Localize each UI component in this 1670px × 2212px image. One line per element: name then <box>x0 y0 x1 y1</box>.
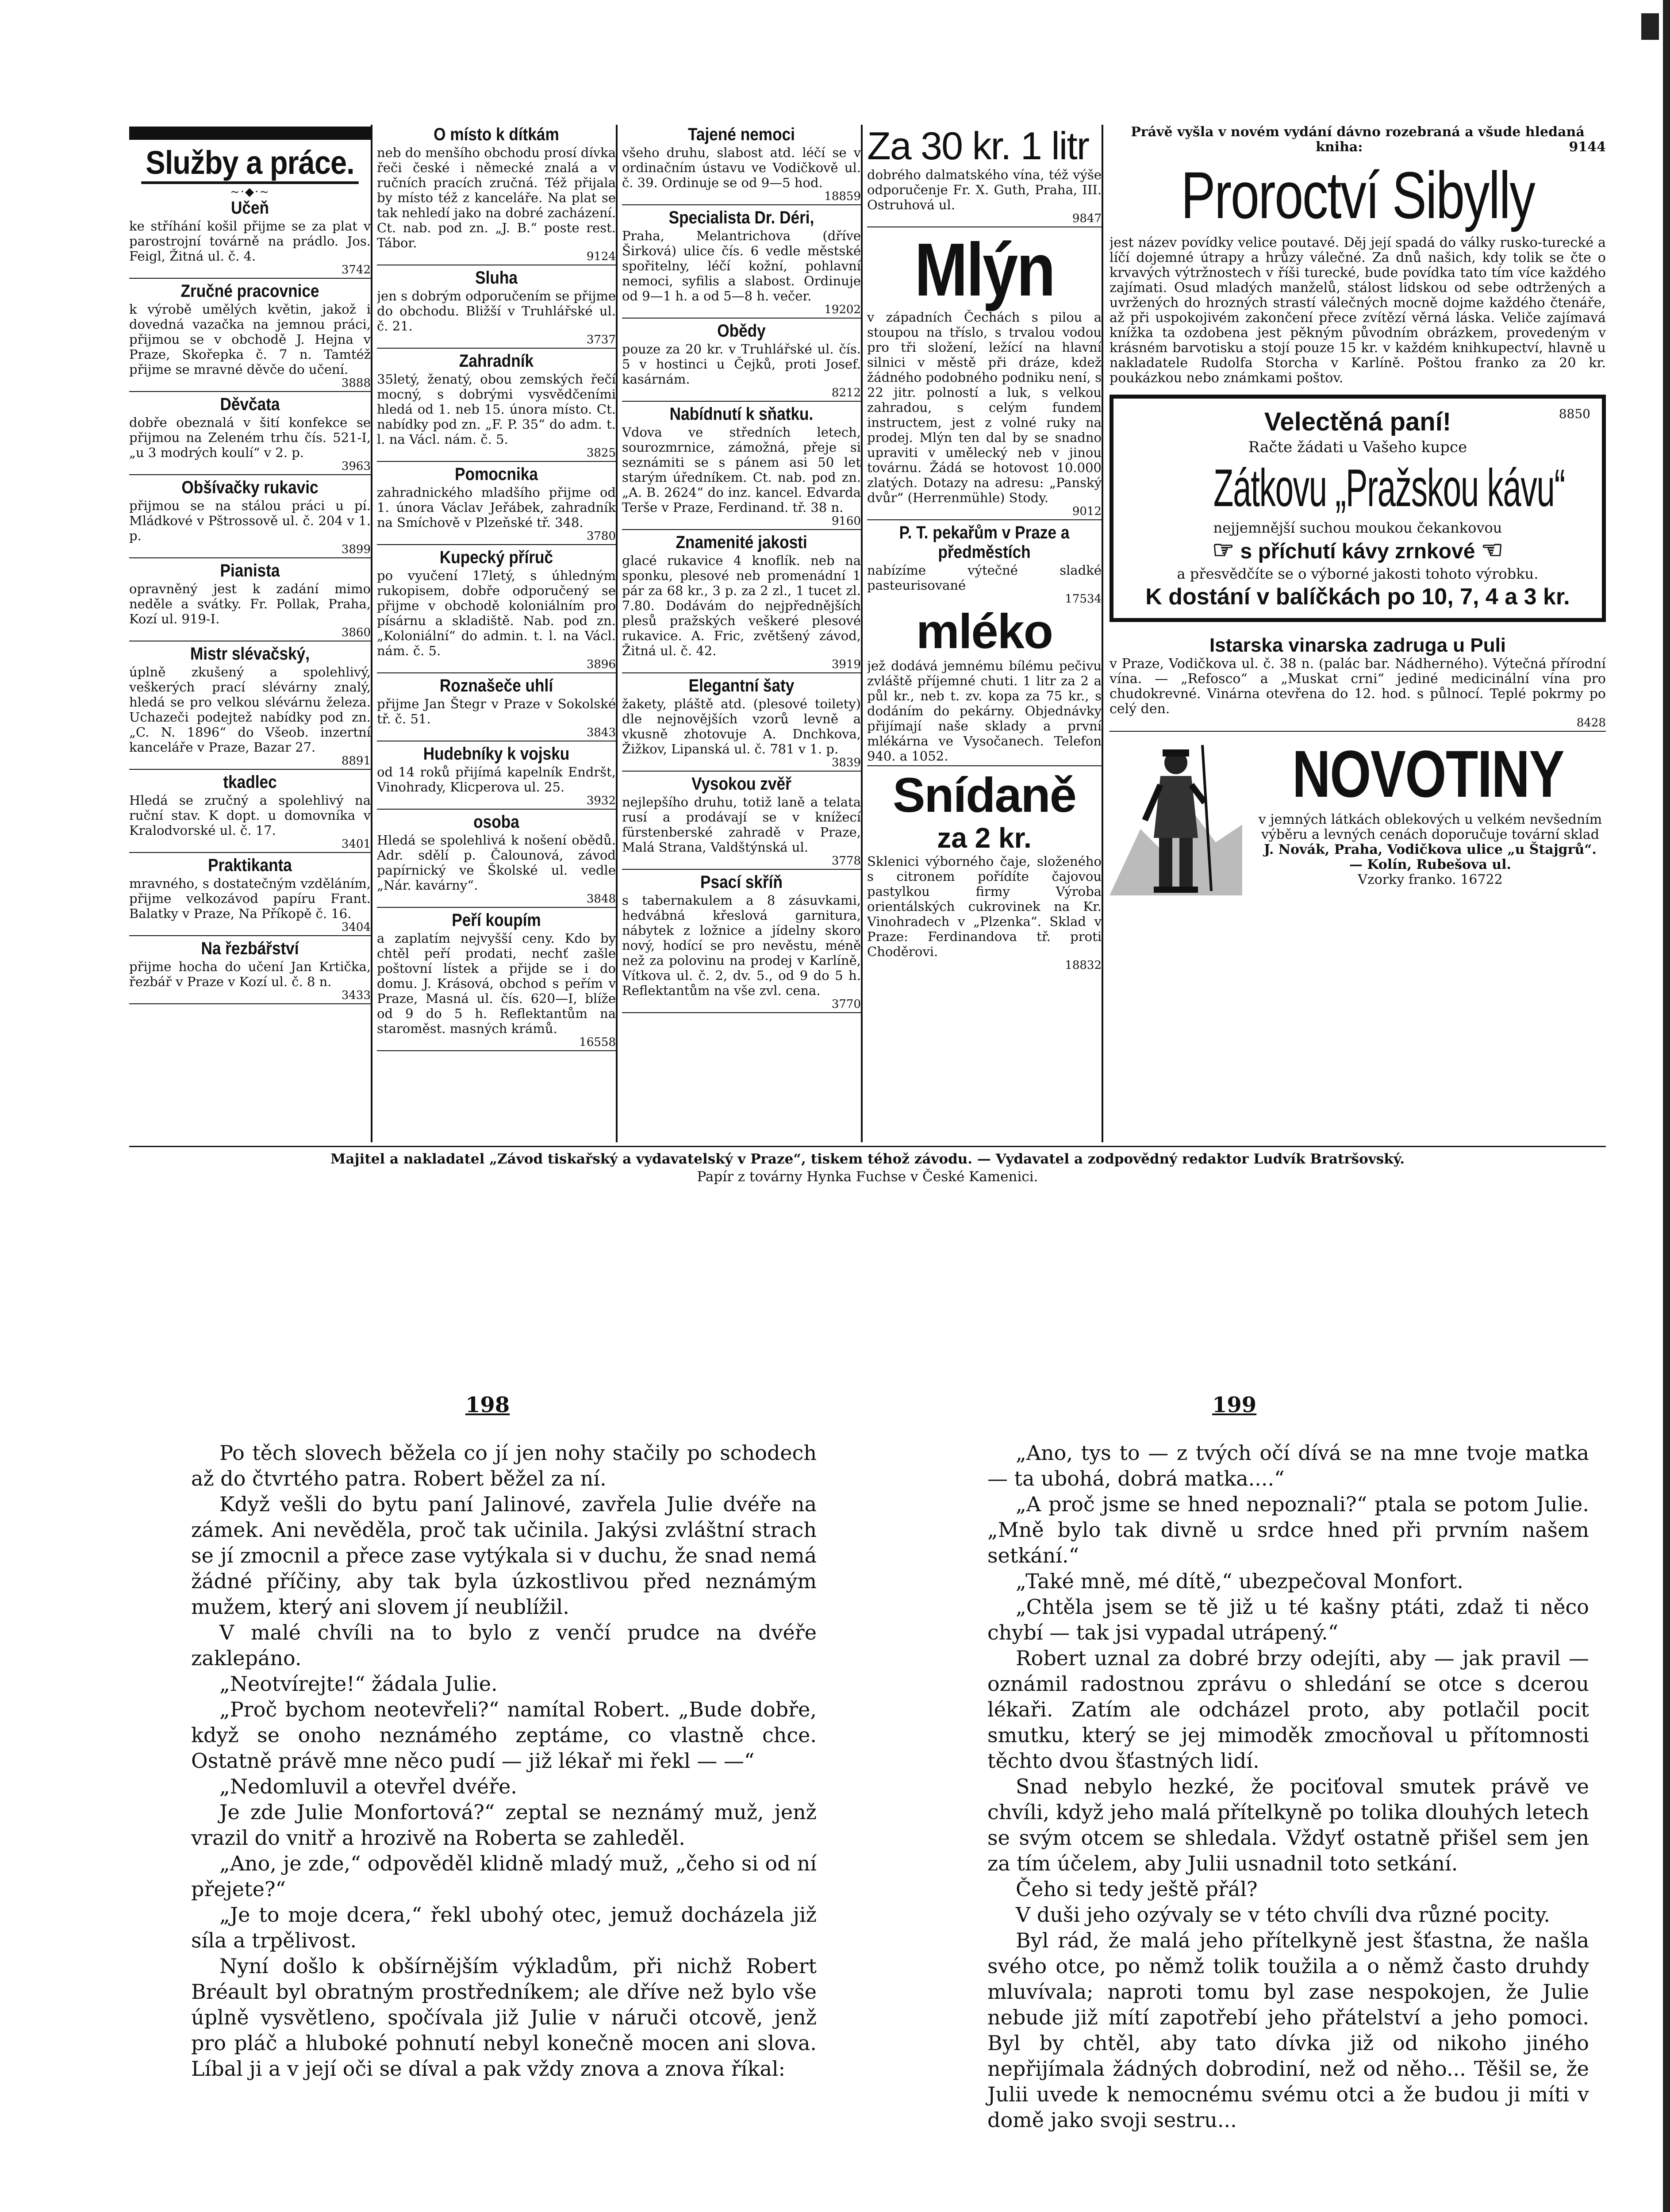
book-paragraph: V duši jeho ozývaly se v této chvíli dva různé pocity. <box>1016 1903 1551 1927</box>
novelties-text-3: Vzorky franko. <box>1358 872 1456 887</box>
ad-number: 3899 <box>341 543 371 556</box>
ad-text: Hledá se zručný a spolehlivý na ruční stav. K dopt. u domovníka v Kralodvorské ul. č. 17. <box>129 793 371 838</box>
classified-ad <box>377 351 616 462</box>
ad-list <box>622 125 861 1013</box>
ad-number: 8891 <box>341 754 371 768</box>
ad-title: Obšívačky rukavic <box>181 478 319 497</box>
milk-text: jež dodává jemnému bílému pečivu zvláště příjemné chuti. 1 litr za 2 a půl kr., neb t. zv. kopa za 75 kr., s dodáním do pekárny. Objednávky přijímají naše sklady a první mlékárna ve Vysočanech. Telefon 940. a 1052. <box>867 658 1102 764</box>
classified-ad <box>622 533 861 673</box>
book-intro-number: 9144 <box>1569 139 1606 155</box>
ad-number: 18859 <box>824 190 861 203</box>
novelties-title: NOVOTINY <box>1292 737 1564 811</box>
book-intro-text: Právě vyšla v novém vydání dávno rozebraná a všude hledaná kniha: <box>1131 125 1585 155</box>
ad-text: zahradnického mladšího přijme od 1. února Václav Jeřábek, zahradník na Smíchově v Plzeňské tř. 348. <box>377 485 616 530</box>
ad-column-3 <box>622 125 863 1142</box>
scan-edge <box>1663 0 1670 2212</box>
section-title: Služby a práce. <box>141 144 358 184</box>
classified-ad <box>377 268 616 349</box>
wine-heading: Za 30 kr. 1 litr <box>867 125 1089 168</box>
classified-ad <box>129 772 371 853</box>
novelties-text-2: J. Novák, Praha, Vodičkova ulice „u Štajgrů“. — Kolín, Rubešova ul. <box>1264 842 1597 872</box>
mill-number: 9012 <box>1072 505 1102 518</box>
pointing-hand-right-icon: ☞ <box>1212 536 1235 564</box>
coffee-ad-box <box>1109 395 1606 622</box>
ad-column-4 <box>867 125 1103 1142</box>
coffee-line-3: a přesvědčíte se o výborné jakosti tohoto výrobku. <box>1177 565 1539 582</box>
coffee-ad-subtitle: Račte žádati u Vašeho kupce <box>1248 438 1467 456</box>
classified-ad <box>622 872 861 1013</box>
ad-text: všeho druhu, slabost atd. léčí se v ordinačním ústavu ve Vodičkově ul. č. 39. Ordinuje se od 9—5 hod. <box>622 145 861 190</box>
ad-number: 3778 <box>831 854 861 868</box>
ad-number: 3825 <box>586 446 616 460</box>
ad-title: Učeň <box>230 198 269 218</box>
wine-cooperative-text: v Praze, Vodičkova ul. č. 38 n. (palác bar. Nádherného). Výtečná přírodní vína. — „Refosco“ a „Muskat crni“ jediné medicinální vína pro chudokrevné. Vinárna otevřena do 12. hod. s půlnocí. Teplé pokrmy po celý den. <box>1109 656 1606 717</box>
ad-number: 3433 <box>341 989 371 1002</box>
bakers-number: 17534 <box>1065 592 1102 606</box>
ad-number: 3770 <box>831 998 861 1011</box>
scan-mark <box>1641 13 1659 40</box>
coffee-ad-title: Velectěná paní! <box>1264 407 1451 436</box>
novelties-number: 16722 <box>1460 872 1503 887</box>
novelties-text-1: v jemných látkách oblekových u velkém nevšedním výběru a levných cenách doporučuje tovární sklad <box>1258 812 1602 842</box>
ad-text: od 14 roků přijímá kapelník Endršt, Vinohrady, Klicperova ul. 25. <box>377 764 616 795</box>
ad-title: Specialista Dr. Déri, <box>668 208 814 227</box>
ad-text: žakety, pláště atd. (plesové toilety) dle nejnovějších vzorů levně a vkusně zhotovuje A. Dnchkova, Žižkov, Lipanská ul. č. 781 v 1. p. <box>622 696 861 757</box>
ad-mill <box>867 230 1102 520</box>
ad-title: Obědy <box>717 321 766 341</box>
book-paragraph: Po těch slovech běžela co jí jen nohy stačily po schodech až do čtvrtého patra. Robert běžel za ní. <box>191 1441 817 1490</box>
ad-text: dobře obeznalá v šití konfekce se přijmou na Zeleném trhu čís. 521-I, „u 3 modrých koulí“ v 2. p. <box>129 415 371 460</box>
book-paragraph: „Ano, je zde,“ odpověděl klidně mladý muž, „čeho si od ní přejete?“ <box>191 1851 817 1901</box>
advertisement-page <box>129 125 1606 1146</box>
classified-ad <box>622 321 861 402</box>
ad-text: po vyučení 17letý, s úhledným rukopisem, dobře odporučený se přijme v obchodě koloniálním pro písárnu a skladiště. Nab. pod zn. „Koloniální“ do admin. t. l. na Václ. nám. č. 5. <box>377 568 616 658</box>
book-paragraph: „Je to moje dcera,“ řekl ubohý otec, jemuž docházela již síla a trpělivost. <box>191 1903 817 1952</box>
coffee-brand: Zátkovu „Pražskou kávu“ <box>1213 458 1565 518</box>
classified-ad <box>377 125 616 265</box>
ad-number: 3737 <box>586 333 616 346</box>
ad-text: glacé rukavice 4 knoflík. neb na sponku, plesové neb promenádní 1 pár za 68 kr., 3 p. za 2 zl., 1 tucet zl. 7.80. Dodávám do nejpřednějších plesů pražských veškeré plesové rukavice. A. Fric, zvětšený závod, Žitná ul. č. 42. <box>622 553 861 658</box>
ad-breakfast <box>867 769 1102 973</box>
ad-number: 19202 <box>824 303 861 316</box>
ad-text: úplně zkušený a spolehlivý, veškerých prací slévárny znalý, hledá se pro velkou slévárnu železa. Uchazeči podejtež nabídky pod zn. „C. N. 1896“ do Všeob. inzertní kanceláře v Praze, Bazar 27. <box>129 664 371 755</box>
pointing-hand-left-icon: ☜ <box>1481 536 1503 564</box>
ad-number: 8212 <box>831 386 861 399</box>
classified-ad <box>622 774 861 870</box>
ad-title: Tajené nemoci <box>688 125 795 144</box>
ad-number: 3839 <box>831 756 861 769</box>
ad-title: Mistr slévačský, <box>190 644 310 664</box>
book-paragraph: Čeho si tedy ještě přál? <box>1016 1877 1258 1901</box>
ad-text: neb do menšího obchodu prosí dívka řeči české i německé znalá a v ručních pracích zručná. Též přijala by místo též z kanceláře. Na plat se tak nehledí jako na dobré zacházení. Ct. nab. pod zn. „J. B.“ poste rest. Tábor. <box>377 145 616 250</box>
book-description: jest název povídky velice poutavé. Děj její spadá do války rusko-turecké a líčí dojemné útrapy a hrůzy válečné. Za dnů našich, kdy tolik se čte o krvavých výtržnostech v říši turecké, bude povídka tato tím více každého zajímati. Osud mladých manželů, stálost lidskou od sebe odtržených a uvržených do hrozných strastí válečných mocně dojme každého čtenáře, až při uspokojivém zakončení přece zvítězí věrná láska. Veliče zajímavá knížka ta ozdobena jest pěkným původním obrázkem, provedeným v krásném barvotisku a stojí pouze 15 kr. v každém knihkupectví, hlavně u nakladatele Rudolfa Storcha v Karlíně. Poštou franko za 20 kr. poukázkou nebo známkami poštov. <box>1109 235 1606 386</box>
ad-title: Hudebníky k vojsku <box>423 744 570 764</box>
ad-column-1 <box>129 125 372 1142</box>
book-title: Proroctví Sibylly <box>1181 158 1535 232</box>
book-paragraph: „Chtěla jsem se tě již u té kašny ptáti, zdaž ti něco chybí — tak jsi vypadal utrápený.“ <box>987 1595 1589 1644</box>
ad-text: a zaplatím nejvyšší ceny. Kdo by chtěl peří prodati, nechť zašle poštovní lístek a přijde se i do domu. J. Krásová, obchod s peřím v Praze, Masná ul. čís. 620—I, blíže od 9 do 5 h. Reflektantům na staroměst. masných krámů. <box>377 931 616 1036</box>
ad-wine-cooperative <box>1109 634 1606 732</box>
book-paragraph: „Také mně, mé dítě,“ ubezpečoval Monfort. <box>1016 1569 1463 1593</box>
coffee-availability: K dostání v balíčkách po 10, 7, 4 a 3 kr. <box>1145 584 1570 610</box>
ad-title: Zručné pracovnice <box>180 281 319 301</box>
mountaineer-illustration <box>1109 736 1242 895</box>
ad-text: k výrobě umělých květin, jakož i dovedná vazačka na jemnou práci, přijmou se v obchodě J. Hejna v Praze, Skořepka č. 7 n. Tamtéž přijme se mravné děvče do učení. <box>129 302 371 377</box>
ad-column-5 <box>1109 125 1606 1142</box>
bakers-heading: P. T. pekařům v Praze a předměstích <box>899 523 1070 562</box>
wine-number: 9847 <box>1072 212 1102 225</box>
classified-ad <box>377 465 616 545</box>
ad-number: 3401 <box>341 837 371 851</box>
ad-number: 3404 <box>341 921 371 934</box>
breakfast-number: 18832 <box>1065 959 1102 972</box>
book-paragraph: „A proč jsme se hned nepoznali?“ ptala se potom Julie. „Mně bylo tak divně u srdce hned při prvním našem setkání.“ <box>987 1492 1589 1567</box>
classified-ad <box>622 208 861 319</box>
classified-ad <box>129 281 371 392</box>
ad-milk <box>867 523 1102 766</box>
ad-number: 3919 <box>831 658 861 671</box>
ad-text: s tabernakulem a 8 zásuvkami, hedvábná křeslová garnitura, nábytek z ložnice a jídelny skoro nový, hodící se pro nevěstu, méně než za polovinu na prodej v Karlíně, Vítkova ul. č. 2, dv. 5., od 9 do 5 h. Reflektantům na vše zvl. cena. <box>622 893 861 998</box>
classified-ad <box>129 939 371 1004</box>
book-paragraph: Snad nebylo hezké, že pociťoval smutek právě ve chvíli, když jeho malá přítelkyně po tolika dlouhých letech se svým otcem se shledala. Vždyť ostatně přišel sem jen za tím účelem, aby Julii usnadnil toto setkání. <box>987 1774 1589 1875</box>
ad-novelties <box>1109 736 1606 895</box>
book-paragraph: Nyní došlo k obšírnějším výkladům, při nichž Robert Bréault byl obratným prostředníkem; ale dříve než bylo vše úplně vysvětleno, spočívala již Julie v náruči otcově, jenž pro pláč a hluboké pohnutí nebyl konečně mocen ani slova. Líbal ji a v její oči se díval a pak vždy znova a znova říkal: <box>191 1954 817 2081</box>
book-paragraph: Robert uznal za dobré brzy odejíti, aby — jak pravil — oznámil radostnou zprávu o shledání se otce s dcerou lékaři. Zatím ale odcházel proto, aby potlačil pocit smutku, který se jej mimoděk zmocňoval u přítomnosti těchto dvou šťastných lidí. <box>987 1646 1589 1773</box>
ad-text: Hledá se spolehlivá k nošení obědů. Adr. sdělí p. Čalounová, závod papírnický ve Školské ul. vedle „Nár. kavárny“. <box>377 833 616 893</box>
wine-cooperative-number: 8428 <box>1576 716 1606 730</box>
ad-text: jen s dobrým odporučením se přijme do obchodu. Bližší v Truhlářské ul. č. 21. <box>377 288 616 334</box>
book-intro <box>1109 125 1606 155</box>
ad-number: 3932 <box>586 794 616 807</box>
classified-ad <box>129 198 371 279</box>
ad-list <box>129 198 371 1004</box>
ad-title: Vysokou zvěř <box>691 774 791 794</box>
ad-title: Psací skříň <box>700 872 783 892</box>
ad-title: Znamenité jakosti <box>676 533 807 552</box>
ad-text: pouze za 20 kr. v Truhlářské ul. čís. 5 v hostinci u Čejků, proti Josef. kasárnám. <box>622 342 861 387</box>
book-paragraph: Je zde Julie Monfortová?“ zeptal se neznámý muž, jenž vrazil do vnitř a hrozivě na Roberta se zahleděl. <box>191 1800 817 1850</box>
ad-text: ke stříhání košil přijme se za plat v parostrojní továrně na prádlo. Jos. Feigl, Žitná ul. č. 4. <box>129 219 371 264</box>
ad-number: 3780 <box>586 530 616 543</box>
ornament: ~·◆·~ <box>230 185 270 199</box>
breakfast-text: Sklenici výborného čaje, složeného s citronem pořídíte čajovou pastylkou firmy Výroba orientálských cukrovinek na Kr. Vinohradech v „Plzenka“. Sklad v Praze: Ferdinandova tř. proti Choděrovi. <box>867 854 1102 959</box>
ad-number: 9160 <box>831 515 861 528</box>
ad-text: přijme Jan Štegr v Praze v Sokolské tř. č. 51. <box>377 696 616 726</box>
book-page-left <box>191 1440 817 2081</box>
classified-ad <box>622 125 861 205</box>
ad-text: mravného, s dostatečným vzděláním, přijme velkozávod papíru Frant. Balatky v Praze, Na Příkopě č. 16. <box>129 876 371 921</box>
ad-text: přijmou se na stálou práci u pí. Mládkové v Pštrossově ul. č. 204 v 1. p. <box>129 498 371 543</box>
imprint-line-1: Majitel a nakladatel „Závod tiskařský a vydavatelský v Praze“, tiskem téhož závodu. — Vydavatel a zodpovědný redaktor Ludvík Bratršovský. <box>330 1151 1405 1167</box>
ad-text: nejlepšího druhu, totiž laně a telata rusí a prodávají se v knížecí fürstenberské zahradě v Praze, Malá Strana, Valdštýnská ul. <box>622 795 861 855</box>
book-paragraph: V malé chvíli na to bylo z venčí prudce na dvéře zaklepáno. <box>191 1621 817 1670</box>
ad-title: Nabídnutí k sňatku. <box>669 404 814 424</box>
ad-wine <box>867 125 1102 227</box>
ad-text: Praha, Melantrichova (dříve Širková) ulice čís. 6 vedle městské spořitelny, léčí kožní, pohlavní nemoci, syfilis a slabost. Ordinuje od 9—1 h. a od 5—8 h. večer. <box>622 228 861 303</box>
ad-number: 16558 <box>579 1036 616 1049</box>
ad-number: 3742 <box>341 263 371 276</box>
ad-number: 3896 <box>586 658 616 671</box>
classified-ad <box>129 561 371 641</box>
ad-number: 3843 <box>586 726 616 739</box>
ad-title: Kupecký příruč <box>439 548 553 567</box>
wine-cooperative-title: Istarska vinarska zadruga u Puli <box>1209 634 1506 656</box>
section-bar <box>129 127 371 140</box>
book-page-right <box>987 1440 1589 2133</box>
ad-title: Roznašeče uhlí <box>439 676 553 695</box>
classified-ad <box>377 910 616 1051</box>
coffee-ad-number: 8850 <box>1559 407 1590 421</box>
classified-ad <box>377 676 616 741</box>
novelties-text <box>1255 812 1605 887</box>
classified-ad <box>377 812 616 908</box>
classified-ad <box>129 856 371 936</box>
book-paragraph: „Ano, tys to — z tvých očí dívá se na mne tvoje matka — ta ubohá, dobrá matka....“ <box>987 1441 1589 1490</box>
coffee-line-2-wrap <box>1125 537 1590 565</box>
ad-title: Pianista <box>220 561 280 580</box>
ad-title: Pomocnika <box>455 465 538 484</box>
breakfast-price: za 2 kr. <box>937 822 1032 854</box>
ad-number: 3860 <box>341 626 371 639</box>
book-paragraph: Když vešli do bytu paní Jalinové, zavřela Julie dvéře na zámek. Ani nevěděla, proč tak učinila. Jakýsi zvláštní strach se jí zmocnil a přece zase vytýkala si v duchu, že snad nemá žádné příčiny, aby tak byla úzkostlivou před neznámým mužem, který ani slovem jí neublížil. <box>191 1492 817 1619</box>
book-paragraph: „Neotvírejte!“ žádala Julie. <box>219 1672 498 1696</box>
breakfast-heading: Snídaně <box>893 768 1076 822</box>
page-number-left: 198 <box>465 1393 510 1417</box>
ad-title: tkadlec <box>223 772 277 792</box>
book-paragraph: „Nedomluvil a otevřel dvéře. <box>219 1774 517 1798</box>
coffee-line-1: nejjemnější suchou moukou čekankovou <box>1213 519 1502 536</box>
classified-ad <box>622 404 861 530</box>
mill-heading: Mlýn <box>914 228 1054 312</box>
ad-text: přijme hocha do učení Jan Krtička, řezbář v Praze v Kozí ul. č. 8 n. <box>129 959 371 989</box>
ad-title: Děvčata <box>220 395 280 414</box>
classified-ad <box>377 744 616 810</box>
imprint-rule <box>129 1146 1606 1147</box>
bakers-text: nabízíme výtečné sladké pasteurisované <box>867 563 1102 593</box>
ad-number: 3888 <box>341 376 371 390</box>
imprint-line-2: Papír z továrny Hynka Fuchse v České Kamenici. <box>697 1169 1038 1185</box>
book-paragraph: „Proč bychom neotevřeli?“ namítal Robert. „Bude dobře, když se onoho neznámého zeptáme, co vlastně chce. Ostatně právě mne něco pudí — již lékař mi řekl — —“ <box>191 1697 817 1773</box>
ad-title: Sluha <box>475 268 518 288</box>
imprint <box>129 1150 1606 1186</box>
ad-title: Elegantní šaty <box>688 676 795 695</box>
ad-title: Na řezbářství <box>201 939 299 958</box>
book-paragraph: Byl rád, že malá jeho přítelkyně jest šťastna, že našla svého otce, po němž tolik toužila a o němž často druhdy mluvívala; naproti tomu byl zase nespokojen, že Julie nebude již mítí zapotřebí jeho přátelství a jeho pomoci. Byl by chtěl, aby tato dívka již od nikoho jiného nepřijímala žádných dobrodiní, než od něho... Těšil se, že Julii uvede k nemocnému svému otci a že budou ji míti v domě jako svoji sestru... <box>987 1928 1589 2132</box>
ad-number: 3963 <box>341 460 371 473</box>
classified-ad <box>129 478 371 558</box>
ad-column-2 <box>377 125 618 1142</box>
classified-ad <box>129 395 371 475</box>
milk-heading: mléko <box>916 604 1052 659</box>
wine-text: dobrého dalmatského vína, též výše odporučenje Fr. X. Guth, Praha, III. Ostruhová ul. <box>867 167 1102 212</box>
page-number-right: 199 <box>1212 1393 1257 1417</box>
coffee-line-2: s příchutí kávy zrnkové <box>1240 540 1475 563</box>
ad-title: Praktikanta <box>208 856 292 875</box>
classified-ad <box>377 548 616 673</box>
ad-text: Vdova ve středních letech, sourozmrnice, zámožná, přeje si seznámiti se s pánem asi 50 let starým úředníkem. Ct. nab. pod zn. „A. B. 2624“ do inz. kancel. Edvarda Terše v Praze, Ferdinand. tř. 38 n. <box>622 425 861 515</box>
classified-ad <box>622 676 861 772</box>
ad-number: 3848 <box>586 892 616 906</box>
ad-text: opravněný jest k zadání mimo neděle a svátky. Fr. Pollak, Praha, Kozí ul. 919-I. <box>129 581 371 626</box>
classified-ad <box>129 644 371 770</box>
ad-title: Peří koupím <box>452 910 541 930</box>
ad-list <box>377 125 616 1051</box>
ad-number: 9124 <box>586 250 616 263</box>
ad-title: Zahradník <box>459 351 534 371</box>
mill-text: v západních Čechách s pilou a stoupou na tříslo, s trvalou vodou pro tři složení, ležící na hlavní silnici v městě při dráze, kdež žádného podobného podniku není, s 22 jitr. polností a luk, s velkou zahradou, s celým fundem instructem, jest z volné ruky na prodej. Mlýn ten dal by se snadno upraviti v umělecký neb v jinou továrnu. Žádá se hotovost 10.000 zlatých. Dotazy na adresu: „Panský dvůr“ (Herrenmühle) Stody. <box>867 310 1102 505</box>
ad-text: 35letý, ženatý, obou zemských řečí mocný, s dobrými vysvědčeními hledá od 1. neb 15. února místo. Ct. nabídky pod zn. „F. P. 35“ do adm. t. l. na Václ. nám. č. 5. <box>377 372 616 447</box>
ad-title: O místo k dítkám <box>434 125 559 144</box>
ad-title: osoba <box>473 812 519 832</box>
